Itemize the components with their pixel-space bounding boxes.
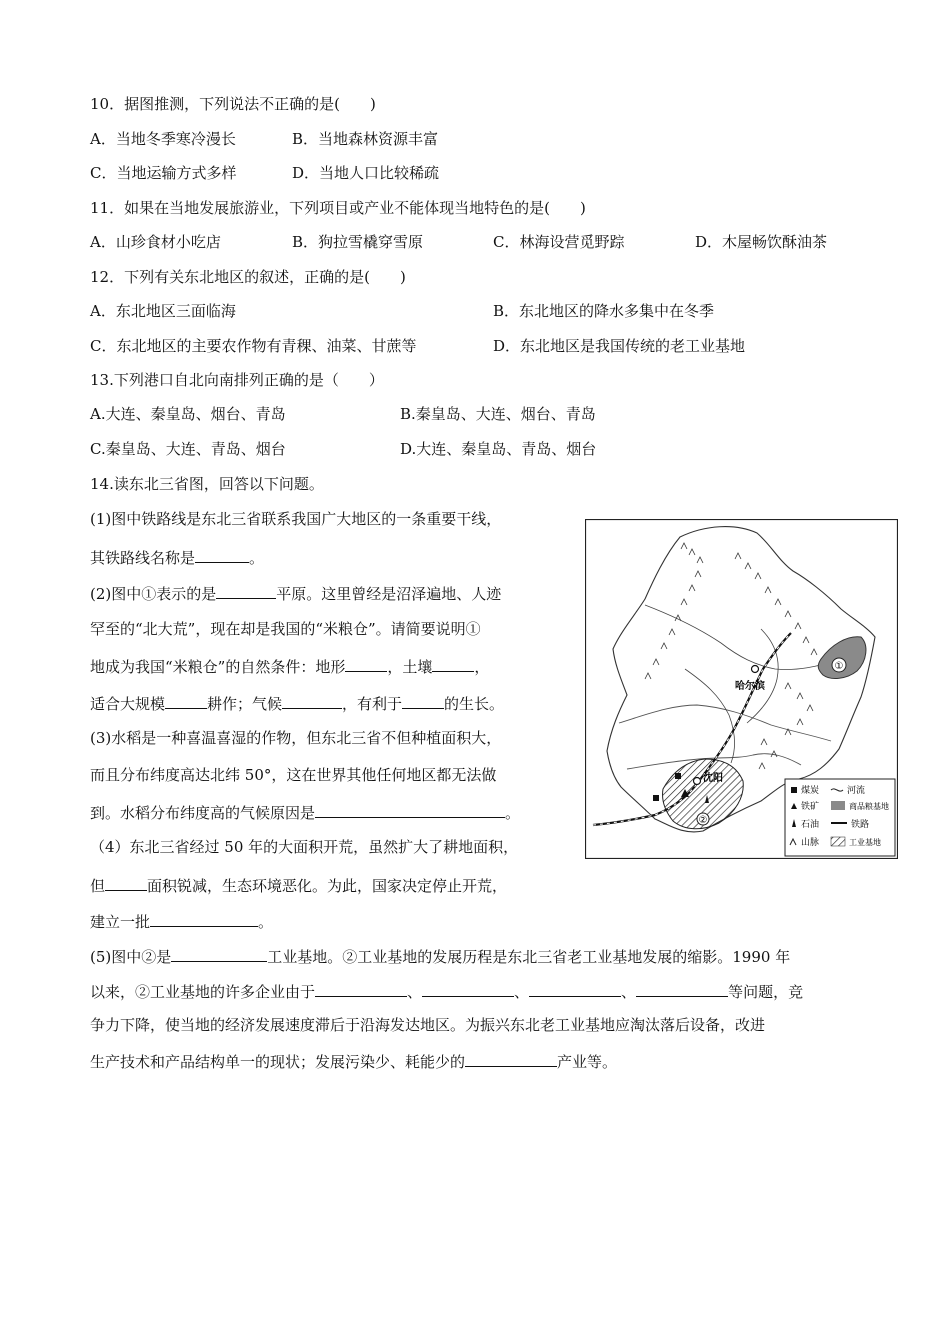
northeast-china-map	[585, 519, 898, 859]
legend-grain: 商品粮基地	[849, 802, 889, 811]
city-label-harbin: 哈尔滨	[735, 681, 765, 692]
q11-option-a: A．山珍食材小吃店	[90, 233, 221, 251]
answer-blank-soil[interactable]	[432, 655, 474, 672]
answer-blank-reserves[interactable]	[150, 910, 258, 927]
q13-option-b: B.秦皇岛、大连、烟台、青岛	[400, 405, 596, 423]
answer-blank-farming[interactable]	[165, 692, 207, 709]
legend-iron: 铁矿	[801, 802, 820, 812]
answer-blank-problem-2[interactable]	[422, 980, 514, 997]
answer-blank-crop[interactable]	[402, 692, 444, 709]
q11-option-c: C．林海设营觅野踪	[493, 233, 625, 251]
q12-option-a: A．东北地区三面临海	[90, 302, 236, 320]
answer-blank-problem-1[interactable]	[315, 980, 407, 997]
answer-blank-reduced-area[interactable]	[105, 874, 147, 891]
legend-coal-icon	[791, 787, 797, 793]
marker-1-label: ①	[834, 661, 844, 672]
q14-part2-line4: 适合大规模 耕作；气候 ，有利于 的生长。	[90, 692, 504, 714]
q14-part4-line2: 但 面积锐减，生态环境恶化。为此，国家决定停止开荒，	[90, 874, 507, 896]
coal-symbol-2	[675, 773, 681, 779]
q14-part3-line2: 而且分布纬度高达北纬 50°，这在世界其他任何地区都无法做	[90, 766, 497, 784]
map-legend	[785, 779, 895, 856]
q14-part2-line1: (2)图中①表示的是 平原。这里曾经是沼泽遍地、人迹	[90, 582, 501, 604]
q12-stem: 12．下列有关东北地区的叙述，正确的是( )	[90, 268, 406, 286]
answer-blank-problem-4[interactable]	[636, 980, 728, 997]
q10-option-d: D．当地人口比较稀疏	[292, 164, 440, 182]
marker-2-label: ②	[698, 815, 708, 826]
answer-blank-plain-name[interactable]	[216, 582, 276, 599]
legend-mountain: 山脉	[801, 838, 820, 848]
legend-railway: 铁路	[851, 820, 870, 830]
city-dot-harbin	[752, 666, 759, 673]
q14-part5-line3: 争力下降，使当地的经济发展速度滞后于沿海发达地区。为振兴东北老工业基地应淘汰落后设备，改进	[90, 1016, 766, 1034]
q14-part3-line1: (3)水稻是一种喜温喜湿的作物，但东北三省不但种植面积大，	[90, 729, 502, 747]
q12-option-b: B．东北地区的降水多集中在冬季	[493, 302, 715, 320]
answer-blank-problem-3[interactable]	[529, 980, 621, 997]
q14-part1-line1: (1)图中铁路线是东北三省联系我国广大地区的一条重要干线，	[90, 510, 502, 528]
q14-part2-line3: 地成为我国“米粮仓”的自然条件：地形 ，土壤 ，	[90, 655, 489, 677]
q14-part4-line1: （4）东北三省经过 50 年的大面积开荒，虽然扩大了耕地面积，	[90, 838, 519, 856]
q14-part4-line3: 建立一批 。	[90, 910, 273, 932]
q11-stem: 11．如果在当地发展旅游业，下列项目或产业不能体现当地特色的是( )	[90, 199, 586, 217]
q14-part3-line3: 到。水稻分布纬度高的气候原因是 。	[90, 801, 520, 823]
answer-blank-climate-reason[interactable]	[315, 801, 505, 818]
q12-option-c: C．东北地区的主要农作物有青稞、油菜、甘蔗等	[90, 337, 417, 355]
q11-option-b: B．狗拉雪橇穿雪原	[292, 233, 424, 251]
legend-grain-icon	[831, 801, 845, 810]
q13-stem: 13.下列港口自北向南排列正确的是（ ）	[90, 371, 384, 389]
q13-option-c: C.秦皇岛、大连、青岛、烟台	[90, 440, 286, 458]
q10-option-b: B．当地森林资源丰富	[292, 130, 439, 148]
legend-oil: 石油	[801, 820, 820, 830]
q13-option-d: D.大连、秦皇岛、青岛、烟台	[400, 440, 597, 458]
answer-blank-terrain[interactable]	[345, 655, 387, 672]
answer-blank-railway[interactable]	[195, 546, 249, 563]
legend-industry: 工业基地	[849, 838, 881, 847]
q14-part1-line2: 其铁路线名称是 。	[90, 546, 264, 568]
q14-part2-line2: 罕至的“北大荒”，现在却是我国的“米粮仓”。请简要说明①	[90, 620, 481, 638]
q10-option-a: A．当地冬季寒冷漫长	[90, 130, 236, 148]
q11-option-d: D．木屋畅饮酥油茶	[695, 233, 828, 251]
answer-blank-industrial-base[interactable]	[171, 945, 267, 962]
legend-coal: 煤炭	[801, 786, 820, 796]
city-label-shenyang: 沈阳	[703, 773, 723, 784]
answer-blank-climate[interactable]	[282, 692, 342, 709]
answer-blank-industry-type[interactable]	[465, 1050, 557, 1067]
q14-part1-text: 其铁路线名称是	[90, 549, 196, 567]
legend-industry-icon	[831, 837, 845, 846]
q10-stem: 10．据图推测，下列说法不正确的是( )	[90, 95, 376, 113]
city-dot-shenyang	[694, 778, 701, 785]
q14-part5-line2: 以来，②工业基地的许多企业由于 、 、 、 等问题，竞	[90, 980, 803, 1002]
q12-option-d: D．东北地区是我国传统的老工业基地	[493, 337, 746, 355]
coal-symbol	[653, 795, 659, 801]
q14-part5-line4: 生产技术和产品结构单一的现状；发展污染少、耗能少的 产业等。	[90, 1050, 617, 1072]
legend-river: 河流	[847, 786, 866, 796]
q13-option-a: A.大连、秦皇岛、烟台、青岛	[90, 405, 286, 423]
q14-stem: 14.读东北三省图，回答以下问题。	[90, 475, 324, 493]
q10-option-c: C．当地运输方式多样	[90, 164, 237, 182]
q14-part5-line1: (5)图中②是 工业基地。②工业基地的发展历程是东北三省老工业基地发展的缩影。1990 年	[90, 945, 790, 967]
